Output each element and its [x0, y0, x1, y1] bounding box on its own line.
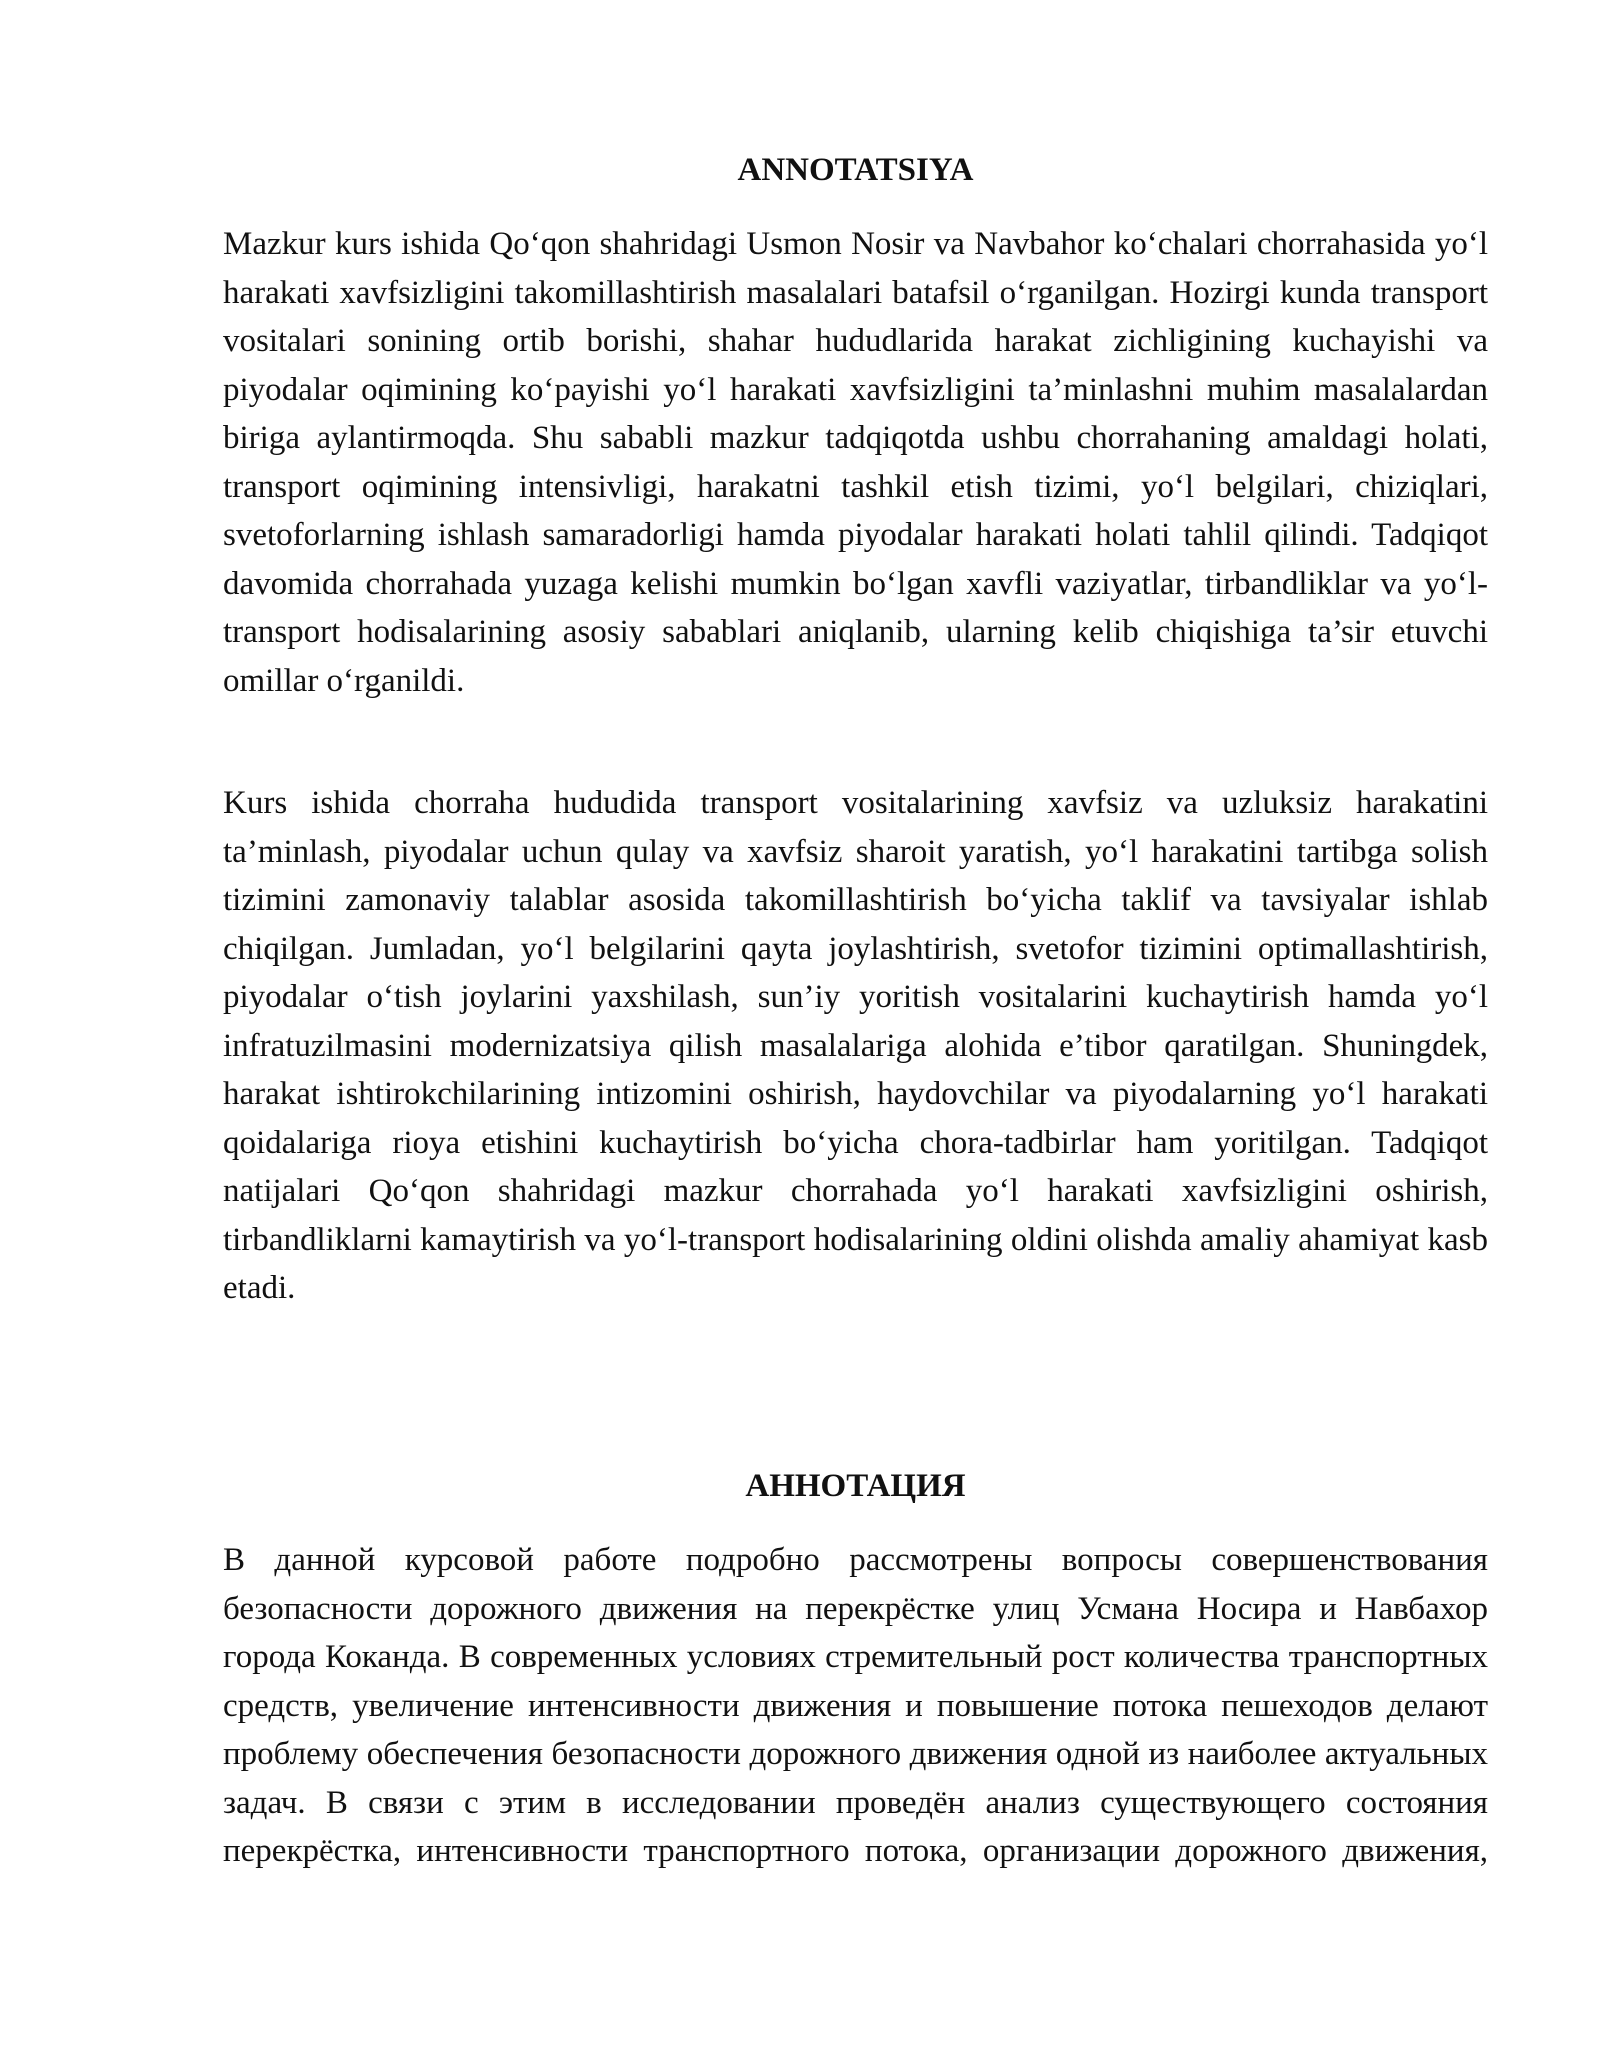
annotation-paragraph-uz-2: Kurs ishida chorraha hududida transport vositalarining xavfsiz va uzluksiz harakatini ta’minlash, piyodalar uchun qulay va xavfsiz sharoit yaratish, yo‘l harakatini tartibga solish tizimini zamonaviy talablar asosida takomillashtirish bo‘yicha taklif va tavsiyalar ishlab chiqilgan. Jumladan, yo‘l belgilarini qayta joylashtirish, svetofor tizimini optimallashtirish, piyodalar o‘tish joylarini yaxshilash, sun’iy yoritish vositalarini kuchaytirish hamda yo‘l infratuzilmasini modernizatsiya qilish masalalariga alohida e’tibor qaratilgan. Shuningdek, harakat ishtirokchilarining intizomini oshirish, haydovchilar va piyodalarning yo‘l harakati qoidalariga rioya etishini kuchaytirish bo‘yicha chora-tadbirlar ham yoritilgan. Tadqiqot natijalari Qo‘qon shahridagi mazkur chorrahada yo‘l harakati xavfsizligini oshirish, tirbandliklarni kamaytirish va yo‘l-transport hodisalarining oldini olishda amaliy ahamiyat kasb etadi. [223, 785, 1488, 1306]
annotation-title-ru: АННОТАЦИЯ [745, 1468, 966, 1504]
annotation-paragraph-uz-1: Mazkur kurs ishida Qo‘qon shahridagi Usmon Nosir va Navbahor ko‘chalari chorrahasida yo‘l harakati xavfsizligini takomillashtirish masalalari batafsil o‘rganilgan. Hozirgi kunda transport vositalari sonining ortib borishi, shahar hududlarida harakat zichligining kuchayishi va piyodalar oqimining ko‘payishi yo‘l harakati xavfsizligini ta’minlashni muhim masalalardan biriga aylantirmoqda. Shu sababli mazkur tadqiqotda ushbu chorrahaning amaldagi holati, transport oqimining intensivligi, harakatni tashkil etish tizimi, yo‘l belgilari, chiziqlari, svetoforlarning ishlash samaradorligi hamda piyodalar harakati holati tahlil qilindi. Tadqiqot davomida chorrahada yuzaga kelishi mumkin bo‘lgan xavfli vaziyatlar, tirbandliklar va yo‘l-transport hodisalarining asosiy sabablari aniqlanib, ularning kelib chiqishiga ta’sir etuvchi omillar o‘rganildi. [223, 226, 1488, 699]
annotation-paragraph-ru-1: В данной курсовой работе подробно рассмотрены вопросы совершенствования безопасности дорожного движения на перекрёстке улиц Усмана Носира и Навбахор города Коканда. В современных условиях стремительный рост количества транспортных средств, увеличение интенсивности движения и повышение потока пешеходов делают проблему обеспечения безопасности дорожного движения одной из наиболее актуальных задач. В связи с этим в исследовании проведён анализ существующего состояния перекрёстка, интенсивности транспортного потока, организации дорожного движения, [223, 1542, 1488, 1869]
annotation-title-uz: ANNOTATSIYA [737, 152, 974, 188]
document-page [223, 0, 1488, 2070]
